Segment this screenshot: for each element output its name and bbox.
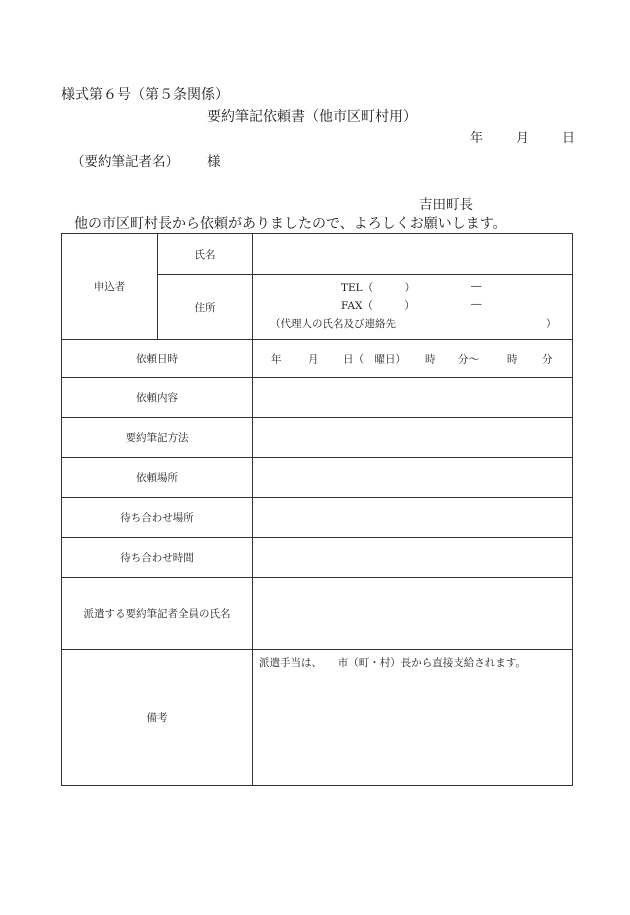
proxy-row	[253, 316, 572, 334]
fax-dash: ―	[471, 298, 482, 310]
meeting-time-field[interactable]	[253, 538, 573, 578]
dt-minute-from: 分～	[458, 353, 479, 365]
content-label: 依頼内容	[62, 378, 253, 418]
dt-minute-end: 分	[542, 353, 553, 365]
addressee-suffix: 様	[207, 154, 221, 170]
date-month: 月	[516, 131, 530, 146]
applicant-label: 申込者	[62, 234, 158, 340]
dt-year: 年	[271, 353, 282, 365]
name-field[interactable]	[253, 234, 573, 275]
form-number: 様式第６号（第５条関係）	[61, 87, 229, 103]
dt-month: 月	[308, 353, 319, 365]
writers-label: 派遣する要約筆記者全員の氏名	[62, 578, 253, 650]
place-label: 依頼場所	[62, 458, 253, 498]
proxy-open: （代理人の氏名及び連絡先	[270, 318, 396, 330]
dt-hour-start: 時	[425, 353, 436, 365]
remarks-field[interactable]	[253, 650, 573, 786]
issuer: 吉田町長	[419, 197, 473, 213]
proxy-close: ）	[546, 318, 557, 330]
datetime-field[interactable]	[253, 340, 573, 378]
remarks-text: 派遣手当は、 市（町・村）長から直接支給されます。	[259, 657, 526, 669]
method-label: 要約筆記方法	[62, 418, 253, 458]
method-field[interactable]	[253, 418, 573, 458]
meeting-time-label: 待ち合わせ時間	[62, 538, 253, 578]
datetime-label: 依頼日時	[62, 340, 253, 378]
address-label: 住所	[158, 275, 253, 340]
tel-row	[253, 280, 572, 298]
meeting-place-field[interactable]	[253, 498, 573, 538]
fax-row	[253, 298, 572, 316]
tel-dash: ―	[471, 280, 482, 292]
date-line	[470, 127, 575, 146]
name-label: 氏名	[158, 234, 253, 275]
request-form-table	[61, 233, 573, 786]
addressee-name: （要約筆記者名）	[71, 154, 179, 170]
address-field[interactable]	[253, 275, 573, 340]
fax-label: FAX（ ）	[341, 300, 415, 312]
dt-hour-end: 時	[507, 353, 518, 365]
intro-text: 他の市区町村長から依頼がありましたので、よろしくお願いします。	[74, 216, 507, 232]
date-year: 年	[470, 131, 484, 146]
addressee	[71, 150, 221, 170]
content-field[interactable]	[253, 378, 573, 418]
place-field[interactable]	[253, 458, 573, 498]
date-day: 日	[562, 131, 576, 146]
writers-field[interactable]	[253, 578, 573, 650]
remarks-label: 備考	[62, 650, 253, 786]
meeting-place-label: 待ち合わせ場所	[62, 498, 253, 538]
tel-label: TEL（ ）	[341, 282, 416, 294]
form-title: 要約筆記依頼書（他市区町村用）	[207, 109, 417, 125]
dt-day-weekday: 日（ 曜日）	[343, 353, 406, 365]
